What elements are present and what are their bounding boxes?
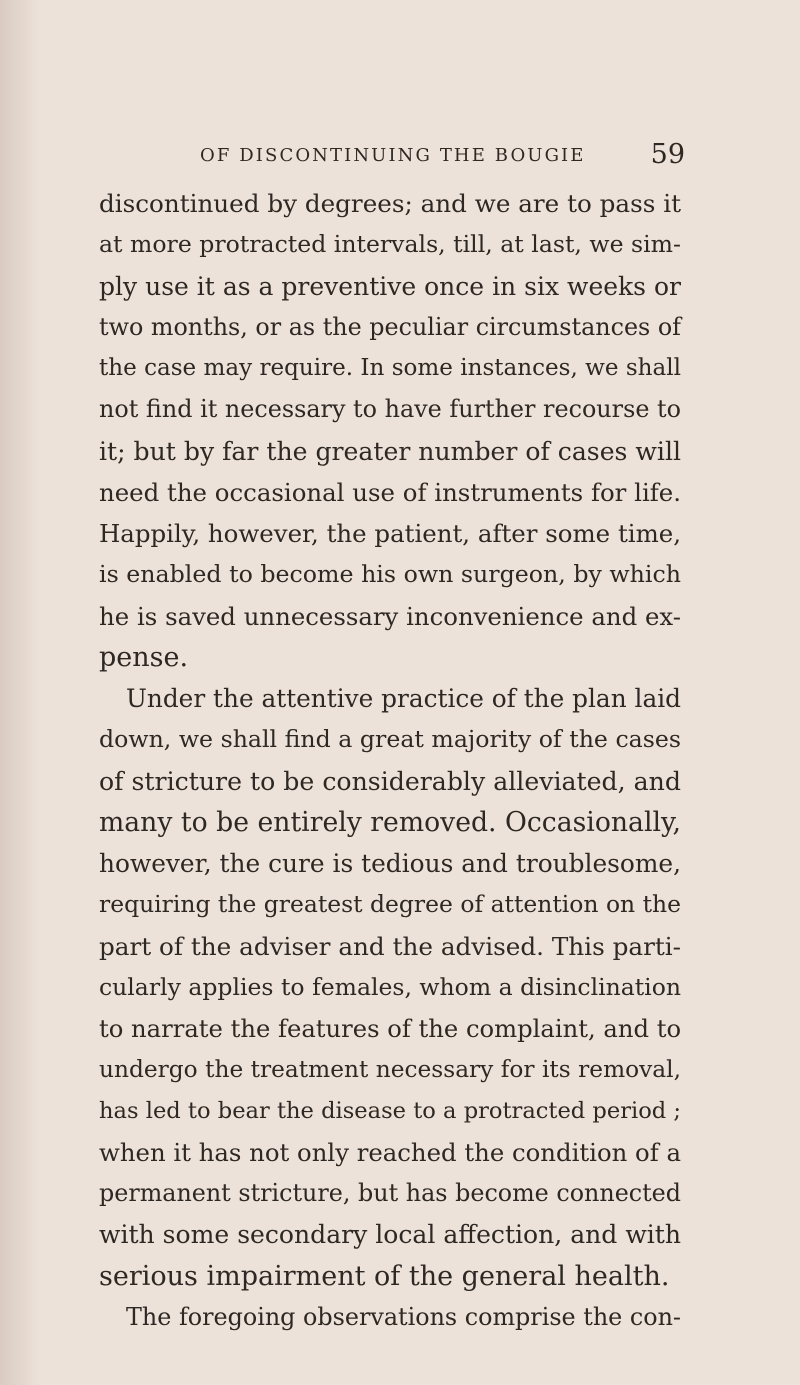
text-line: discontinued by degrees; and we are to pass it xyxy=(99,189,681,218)
text-line: cularly applies to females, whom a disinclination xyxy=(99,972,681,1001)
text-line: two months, or as the peculiar circumstances of xyxy=(99,312,681,341)
text-line: undergo the treatment necessary for its removal, xyxy=(99,1056,681,1084)
text-line: however, the cure is tedious and troublesome, xyxy=(99,849,681,878)
text-line: it; but by far the greater number of cases will xyxy=(99,436,682,466)
text-line: the case may require. In some instances, we shall xyxy=(99,355,681,381)
text-line: need the occasional use of instruments for life. xyxy=(99,477,681,507)
paragraph-2 xyxy=(99,678,681,1297)
text-line: Under the attentive practice of the plan laid xyxy=(126,684,681,713)
text-line: many to be entirely removed. Occasionally, xyxy=(99,806,681,838)
text-line: to narrate the features of the complaint, and to xyxy=(99,1014,682,1043)
text-line: requiring the greatest degree of attention on the xyxy=(99,890,681,919)
text-line: he is saved unnecessary inconvenience and ex- xyxy=(99,601,681,631)
running-head: OF DISCONTINUING THE BOUGIE xyxy=(200,145,586,166)
text-line: down, we shall find a great majority of the cases xyxy=(99,725,681,754)
body-text xyxy=(99,183,681,1338)
text-line: is enabled to become his own surgeon, by which xyxy=(99,560,681,589)
paragraph-1 xyxy=(99,183,681,678)
page-number: 59 xyxy=(650,139,685,170)
text-line: with some secondary local affection, and with xyxy=(99,1220,681,1250)
text-line: permanent stricture, but has become connected xyxy=(99,1179,681,1207)
text-line: serious impairment of the general health. xyxy=(99,1260,670,1292)
text-line: when it has not only reached the condition of a xyxy=(99,1137,682,1167)
text-line: Happily, however, the patient, after some time, xyxy=(99,519,681,548)
paragraph-3 xyxy=(99,1297,681,1338)
text-line: pense. xyxy=(99,641,189,673)
text-line: has led to bear the disease to a protracted period ; xyxy=(99,1097,681,1124)
page-header xyxy=(200,139,685,175)
text-line: not find it necessary to have further recourse to xyxy=(99,395,681,424)
text-line: The foregoing observations comprise the con- xyxy=(126,1302,681,1331)
text-line: of stricture to be considerably alleviated, and xyxy=(99,766,681,796)
text-line: at more protracted intervals, till, at last, we sim- xyxy=(99,230,681,259)
text-line: ply use it as a preventive once in six weeks or xyxy=(99,271,681,301)
text-line: part of the adviser and the advised. This parti- xyxy=(99,931,681,961)
